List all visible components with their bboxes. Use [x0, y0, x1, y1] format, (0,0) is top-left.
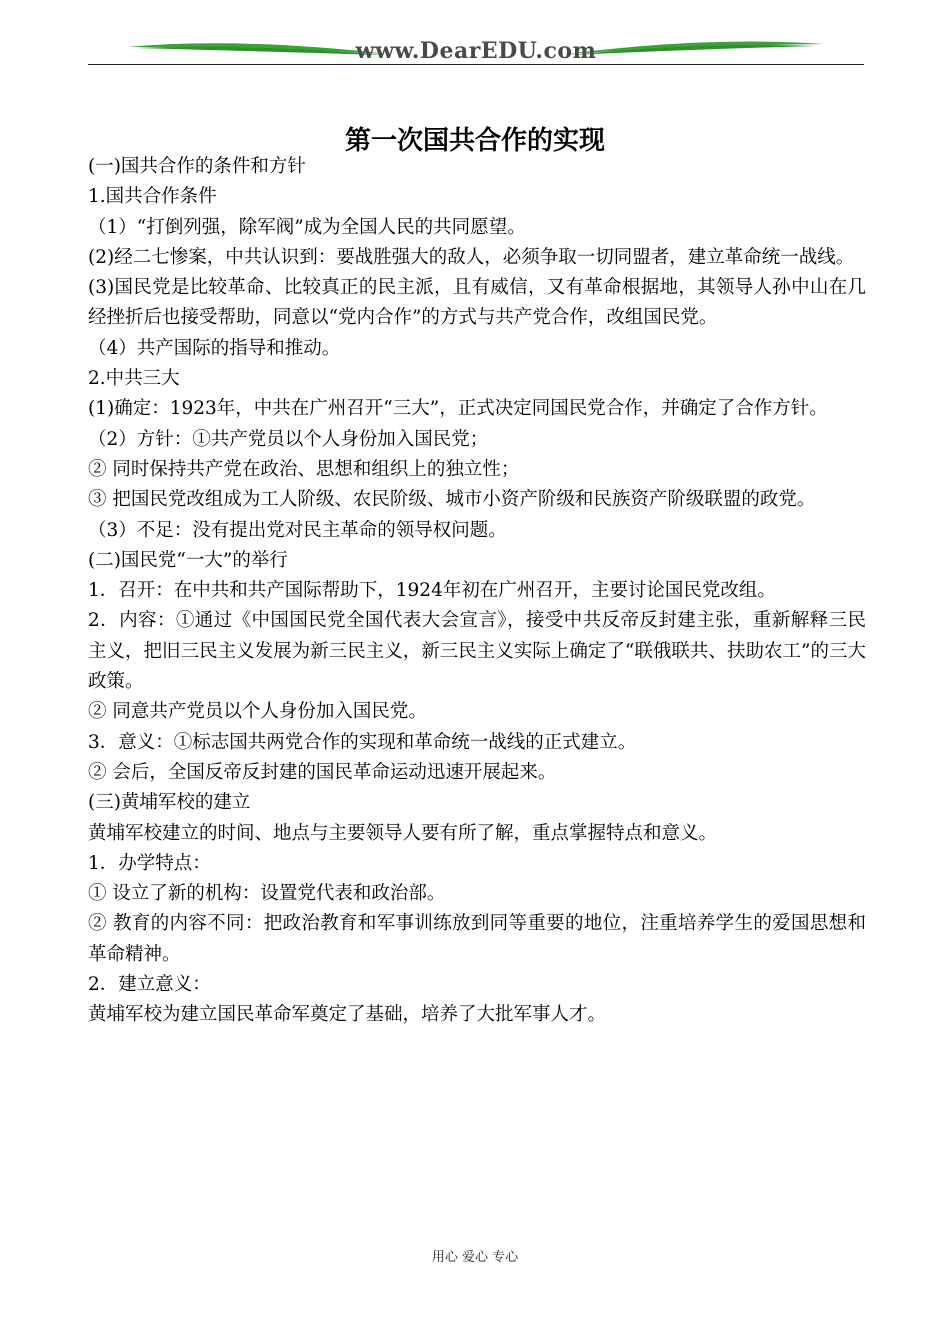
- document-body: [88, 152, 866, 1031]
- subsection-heading: 2.中共三大: [88, 368, 180, 390]
- list-item: ① 设立了新的机构：设置党代表和政治部。: [88, 883, 446, 905]
- page-header: [88, 34, 864, 70]
- list-item: （3）不足：没有提出党对民主革命的领导权问题。: [88, 519, 507, 541]
- header-site-name: www.DearEDU.com: [355, 38, 597, 64]
- paragraph: (1)确定：1923年，中共在广州召开“三大”，正式决定同国民党合作，并确定了合作方针。: [88, 398, 828, 420]
- subsection-heading: 1.国共合作条件: [88, 186, 217, 208]
- section-heading-3: (三)黄埔军校的建立: [88, 792, 251, 814]
- list-item: ② 同意共产党员以个人身份加入国民党。: [88, 701, 427, 723]
- list-item: （1）“打倒列强，除军阀”成为全国人民的共同愿望。: [88, 216, 526, 238]
- section-heading-2: (二)国民党“一大”的举行: [88, 549, 288, 571]
- list-item: （2）方针：①共产党员以个人身份加入国民党；: [88, 428, 489, 450]
- section-heading-1: (一)国共合作的条件和方针: [88, 156, 306, 177]
- paragraph: 黄埔军校为建立国民革命军奠定了基础，培养了大批军事人才。: [88, 1004, 607, 1026]
- list-item: ② 会后，全国反帝反封建的国民革命运动迅速开展起来。: [88, 761, 557, 783]
- subsection-heading: 2．建立意义：: [88, 974, 211, 996]
- list-item: 1．召开：在中共和共产国际帮助下，1924年初在广州召开，主要讨论国民党改组。: [88, 580, 776, 602]
- subsection-heading: 1．办学特点：: [88, 852, 211, 874]
- paragraph: 2．内容：①通过《中国国民党全国代表大会宣言》，接受中共反帝反封建主张，重新解释三民主义，把旧三民主义发展为新三民主义，新三民主义实际上确定了“联俄联共、扶助农工”的三大政策。: [88, 610, 866, 693]
- header-divider: [88, 64, 864, 65]
- page-footer: 用心 爱心 专心: [431, 1250, 519, 1265]
- list-item: ② 同时保持共产党在政治、思想和组织上的独立性；: [88, 458, 520, 480]
- paragraph: 黄埔军校建立的时间、地点与主要领导人要有所了解，重点掌握特点和意义。: [88, 822, 718, 844]
- list-item: 3．意义：①标志国共两党合作的实现和革命统一战线的正式建立。: [88, 731, 637, 753]
- paragraph: (3)国民党是比较革命、比较真正的民主派，且有威信，又有革命根据地，其领导人孙中山在几经挫折后也接受帮助，同意以“党内合作”的方式与共产党合作，改组国民党。: [88, 277, 866, 329]
- list-item: （4）共产国际的指导和推动。: [88, 337, 341, 359]
- paragraph: ③ 把国民党改组成为工人阶级、农民阶级、城市小资产阶级和民族资产阶级联盟的政党。: [88, 489, 816, 511]
- page-title: 第一次国共合作的实现: [344, 126, 605, 156]
- paragraph: (2)经二七惨案，中共认识到：要战胜强大的敌人，必须争取一切同盟者，建立革命统一战线。: [88, 246, 855, 268]
- paragraph: ② 教育的内容不同：把政治教育和军事训练放到同等重要的地位，注重培养学生的爱国思想和革命精神。: [88, 913, 866, 965]
